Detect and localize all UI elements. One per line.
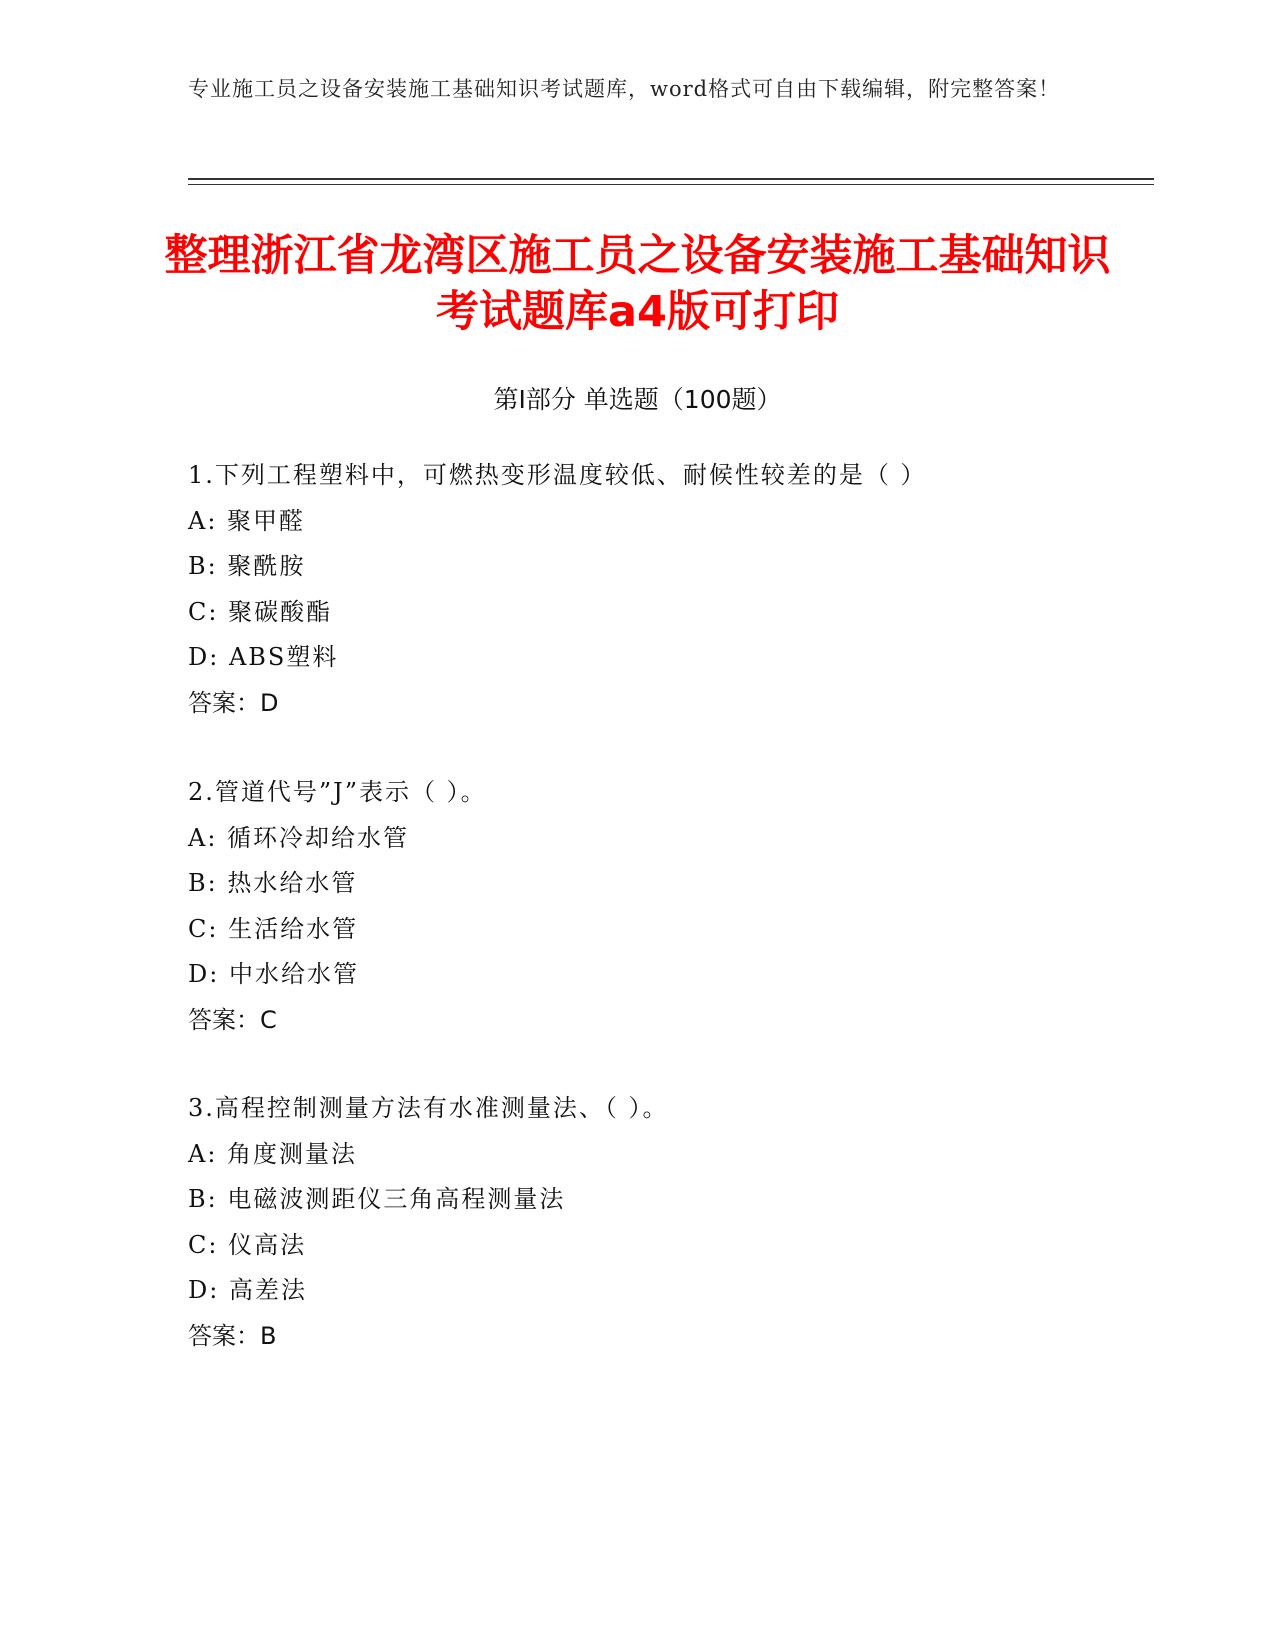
document-title: 整理浙江省龙湾区施工员之设备安装施工基础知识考试题库a4版可打印 [164, 231, 1111, 337]
option-d: D: 中水给水管 [188, 960, 359, 988]
header-rule-thick [188, 178, 1154, 180]
answer: 答案：C [188, 1005, 277, 1034]
option-a: A: 角度测量法 [188, 1139, 358, 1168]
option-a: A: 聚甲醛 [188, 506, 306, 535]
option-d: D: ABS塑料 [188, 643, 339, 671]
option-c: C: 仪高法 [188, 1230, 307, 1259]
option-c: C: 生活给水管 [188, 914, 359, 943]
option-b: B: 电磁波测距仪三角高程测量法 [188, 1185, 566, 1213]
option-b: B: 聚酰胺 [188, 552, 306, 580]
question-stem: 1.下列工程塑料中，可燃热变形温度较低、耐候性较差的是（ ） [188, 461, 927, 489]
question-stem: 3.高程控制测量方法有水准测量法、（ ）。 [188, 1094, 669, 1122]
question-1 [188, 453, 1168, 726]
option-c: C: 聚碳酸酯 [188, 597, 333, 626]
option-b: B: 热水给水管 [188, 869, 358, 897]
question-2 [188, 770, 1168, 1043]
answer: 答案：B [188, 1321, 277, 1350]
header-rule-thin [188, 184, 1154, 185]
section-title: 第Ⅰ部分 单选题（100题） [493, 385, 782, 414]
option-a: A: 循环冷却给水管 [188, 823, 410, 852]
option-d: D: 高差法 [188, 1276, 307, 1304]
question-3 [188, 1086, 1168, 1359]
question-stem: 2.管道代号”J”表示（ ）。 [188, 778, 487, 806]
answer: 答案：D [188, 688, 279, 717]
header-note: 专业施工员之设备安装施工基础知识考试题库，word格式可自由下载编辑，附完整答案！ [188, 77, 1061, 101]
